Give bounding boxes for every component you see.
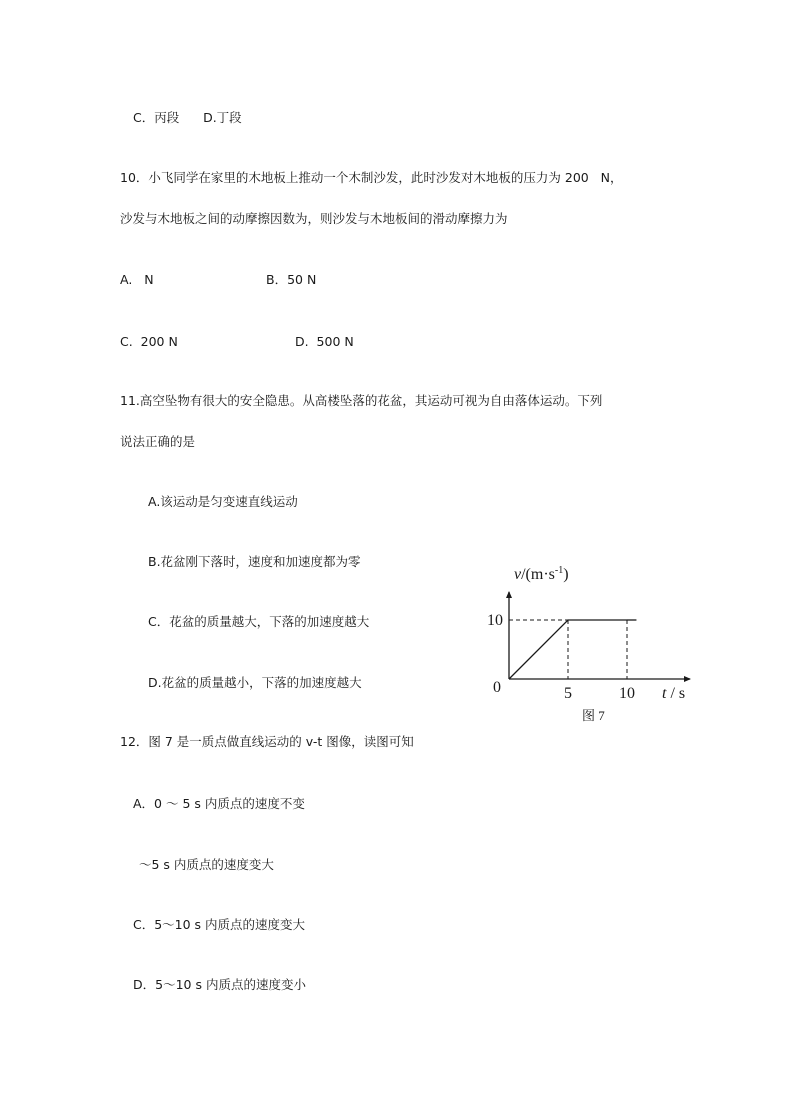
q11-stem-line1: 11.高空坠物有很大的安全隐患。从高楼坠落的花盆，其运动可视为自由落体运动。下列: [120, 393, 603, 408]
y-axis-close: ): [563, 566, 569, 583]
q12-option-d: D．5～10 s 内质点的速度变小: [133, 977, 306, 992]
x-axis-unit: / s: [666, 685, 686, 702]
vt-graph: [478, 558, 708, 728]
y-axis-unit: /(m·s: [521, 566, 555, 583]
q12-option-b: ～5 s 内质点的速度变大: [139, 857, 274, 872]
x-tick-label: 10: [619, 685, 635, 702]
q10-stem-line2: 沙发与木地板之间的动摩擦因数为，则沙发与木地板间的滑动摩擦力为: [120, 211, 508, 226]
q11-stem-line2: 说法正确的是: [120, 434, 196, 449]
q10-option-c: C. 200 N: [120, 334, 178, 349]
q10-option-a: A. N: [120, 272, 154, 287]
y-tick-label: 10: [487, 612, 503, 629]
q11-option-d: D.花盆的质量越小，下落的加速度越大: [148, 675, 362, 690]
q11-option-a: A.该运动是匀变速直线运动: [148, 494, 298, 509]
q12-option-c: C．5～10 s 内质点的速度变大: [133, 917, 306, 932]
q12-stem: 12．图 7 是一质点做直线运动的 v-t 图像，读图可知: [120, 734, 414, 749]
q11-option-b: B.花盆刚下落时，速度和加速度都为零: [148, 554, 361, 569]
x-axis-label: [662, 685, 685, 702]
origin-label: 0: [493, 679, 501, 696]
q10-stem-line1: 10．小飞同学在家里的木地板上推动一个木制沙发，此时沙发对木地板的压力为 200 N，: [120, 170, 623, 185]
figure-caption: 图 7: [582, 708, 605, 723]
y-axis-label: [514, 565, 569, 583]
q12-option-a: A．0 ～ 5 s 内质点的速度不变: [133, 796, 305, 811]
q10-option-b: B．50 N: [266, 272, 317, 287]
q10-option-d: D. 500 N: [295, 334, 354, 349]
x-tick-label: 5: [564, 685, 572, 702]
y-axis-var: v: [514, 566, 522, 583]
y-axis-exponent: -1: [554, 565, 564, 576]
x-axis-var: t: [662, 685, 667, 702]
q9-options-cd: C．丙段 D.丁段: [133, 110, 242, 125]
q11-option-c: C．花盆的质量越大，下落的加速度越大: [148, 614, 370, 629]
